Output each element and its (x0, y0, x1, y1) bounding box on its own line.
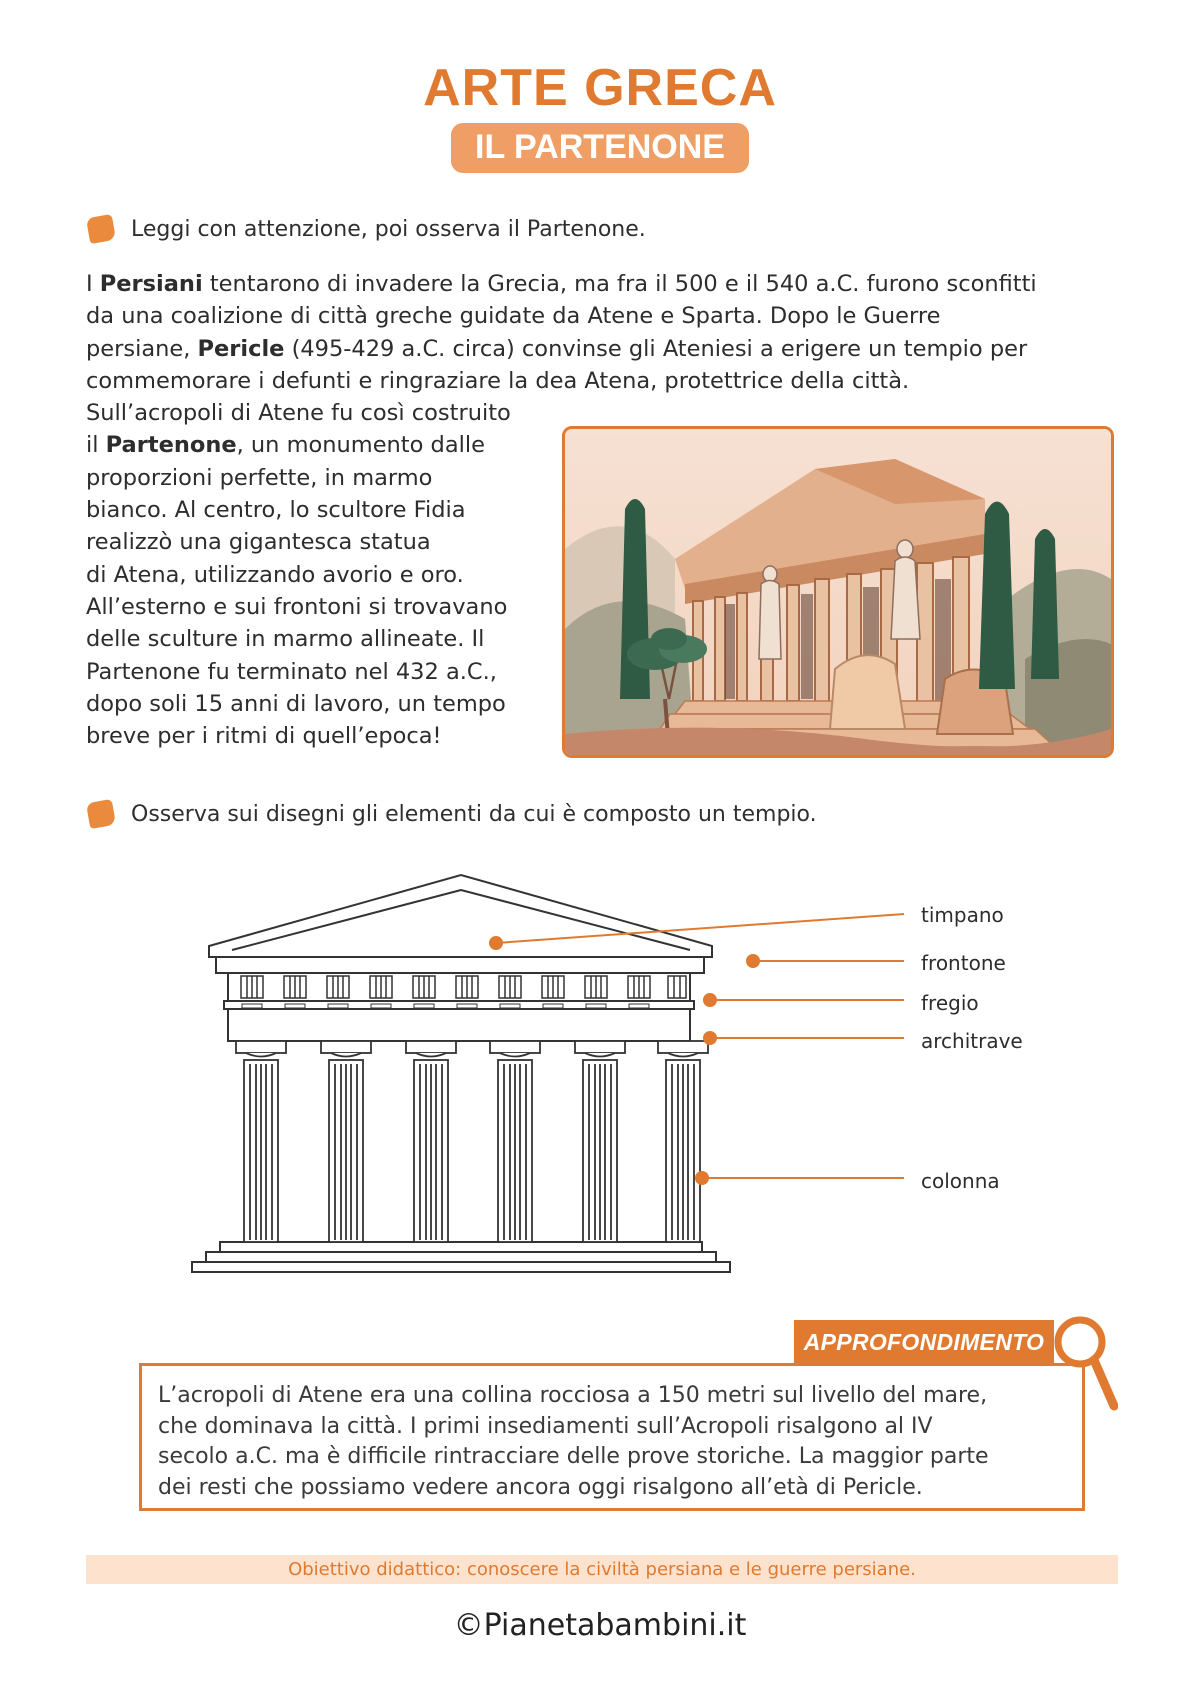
pointer-dot (747, 955, 759, 967)
step-1 (192, 1262, 730, 1272)
label-architrave: architrave (921, 1029, 1023, 1053)
subtitle-wrap (0, 123, 1200, 173)
intro-line: persiane, Pericle (495-429 a.C. circa) convinse gli Ateniesi a erigere un tempio per (86, 335, 1028, 362)
triglyph (456, 976, 478, 998)
approfondimento-text (158, 1381, 1068, 1503)
side-line: All’esterno e sui frontoni si trovavano (86, 593, 508, 620)
triglyph (668, 976, 686, 998)
label-fregio: fregio (921, 991, 979, 1015)
approf-line: che dominava la città. I primi insediamenti sull’Acropoli risalgono al IV (158, 1413, 933, 1439)
approfondimento-label: APPROFONDIMENTO (794, 1320, 1054, 1364)
triglyph (499, 976, 521, 998)
triglyph (585, 976, 607, 998)
pediment-outer (209, 875, 712, 957)
page-subtitle: IL PARTENONE (451, 123, 749, 173)
cornice (216, 957, 704, 973)
label-frontone: frontone (921, 951, 1006, 975)
triglyph (241, 976, 263, 998)
bold-persiani: Persiani (99, 271, 203, 297)
bold-partenone: Partenone (105, 432, 237, 459)
intro-line: da una coalizione di città greche guidate da Atene e Sparta. Dopo le Guerre (86, 303, 941, 330)
side-line: il Partenone, un monumento dalle (86, 432, 485, 459)
intro-line: commemorare i defunti e ringraziare la dea Atena, protettrice della città. (86, 367, 910, 394)
label-timpano: timpano (921, 903, 1004, 927)
side-line: bianco. Al centro, lo scultore Fidia (86, 497, 466, 524)
page-title: ARTE GRECA (423, 59, 777, 117)
column (321, 1041, 371, 1242)
learning-objective: Obiettivo didattico: conoscere la civiltà persiana e le guerre persiane. (86, 1555, 1118, 1584)
approf-line: dei resti che possiamo vedere ancora oggi risalgono all’età di Pericle. (158, 1474, 923, 1500)
column (406, 1041, 456, 1242)
step-2 (206, 1252, 716, 1262)
side-line: dopo soli 15 anni di lavoro, un tempo (86, 690, 506, 717)
pointer-dot (704, 994, 716, 1006)
side-line: Sull’acropoli di Atene fu così costruito (86, 400, 511, 427)
column (575, 1041, 625, 1242)
triglyph (413, 976, 435, 998)
instruction-observe: Osserva sui disegni gli elementi da cui è composto un tempio. (131, 802, 817, 827)
architrave (228, 1009, 690, 1041)
side-line: di Atena, utilizzando avorio e oro. (86, 561, 464, 588)
pointer-dot (490, 937, 502, 949)
approf-line: L’acropoli di Atene era una collina rocciosa a 150 metri sul livello del mare, (158, 1383, 988, 1408)
stylobate (220, 1242, 702, 1252)
triglyph (327, 976, 349, 998)
side-line: delle sculture in marmo allineate. Il (86, 626, 485, 653)
pointer-dot (696, 1172, 708, 1184)
bullet-icon (86, 799, 116, 829)
triglyph (370, 976, 392, 998)
side-line: breve per i ritmi di quell’epoca! (86, 723, 442, 750)
side-line: proporzioni perfette, in marmo (86, 464, 433, 491)
bullet-icon (86, 214, 116, 244)
bold-pericle: Pericle (197, 335, 285, 362)
footer-copyright: ©Pianetabambini.it (453, 1608, 747, 1643)
column (490, 1041, 540, 1242)
pointer-dot (704, 1032, 716, 1044)
label-colonna: colonna (921, 1169, 1000, 1193)
intro-line: I Persiani tentarono di invadere la Grecia, ma fra il 500 e il 540 a.C. furono sconfitti (86, 271, 1037, 297)
side-line: Partenone fu terminato nel 432 a.C., (86, 658, 497, 685)
triglyph (542, 976, 564, 998)
column (236, 1041, 286, 1242)
approf-line: secolo a.C. ma è difficile rintracciare delle prove storiche. La maggior parte (158, 1444, 989, 1469)
parthenon-illustration (562, 426, 1114, 758)
triglyph (628, 976, 650, 998)
triglyph (284, 976, 306, 998)
column (658, 1041, 708, 1242)
side-line: realizzò una gigantesca statua (86, 529, 431, 556)
instruction-read: Leggi con attenzione, poi osserva il Partenone. (131, 217, 646, 242)
parthenon-image (565, 429, 1111, 755)
